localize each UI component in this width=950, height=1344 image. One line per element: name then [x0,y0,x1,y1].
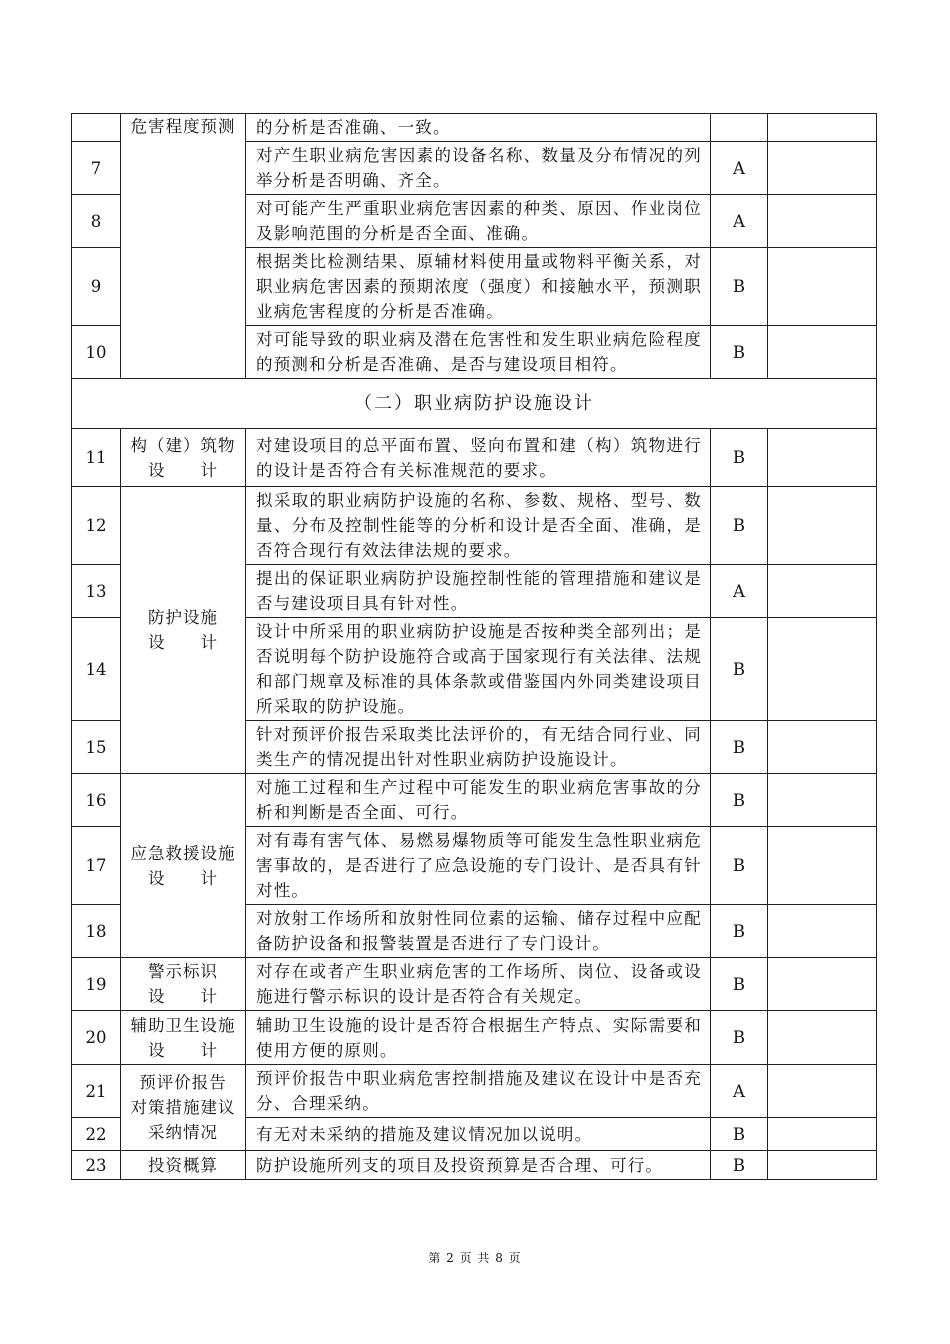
result-cell [768,1151,877,1180]
category-label: 构（建）筑物 [130,435,236,455]
category-label: 设 计 [148,868,218,888]
review-table [71,113,877,1180]
item-description: 对可能导致的职业病及潜在危害性和发生职业病危险程度的预测和分析是否准确、是否与建设项目相符。 [246,326,711,379]
result-cell [768,487,877,565]
item-description: 对可能产生严重职业病危害因素的种类、原因、作业岗位及影响范围的分析是否全面、准确。 [246,195,711,248]
row-number: 17 [72,827,121,905]
result-cell [768,142,877,195]
category-cell [121,487,246,774]
row-number: 23 [72,1151,121,1180]
table-row [72,958,877,1011]
result-cell [768,114,877,142]
category-label: 防护设施 [148,608,218,627]
item-grade: A [711,195,768,248]
row-number: 19 [72,958,121,1011]
result-cell [768,1011,877,1065]
section-row [72,379,877,429]
table-row [72,429,877,487]
table-row [72,114,877,142]
item-description: 对产生职业病危害因素的设备名称、数量及分布情况的列举分析是否明确、齐全。 [246,142,711,195]
row-number: 9 [72,248,121,326]
item-description: 辅助卫生设施的设计是否符合根据生产特点、实际需要和使用方便的原则。 [246,1011,711,1065]
row-number [72,114,121,142]
category-label: 预评价报告 [139,1073,227,1092]
category-cell [121,1011,246,1065]
result-cell [768,774,877,827]
item-description: 对放射工作场所和放射性同位素的运输、储存过程中应配备防护设备和报警装置是否进行了专门设计。 [246,905,711,958]
category-cell [121,774,246,958]
row-number: 21 [72,1065,121,1118]
result-cell [768,248,877,326]
category-cell [121,1065,246,1151]
category-label: 应急救援设施 [130,843,236,863]
item-description: 有无对未采纳的措施及建议情况加以说明。 [246,1118,711,1151]
table-row [72,1011,877,1065]
row-number: 11 [72,429,121,487]
item-description: 对有毒有害气体、易燃易爆物质等可能发生急性职业病危害事故的，是否进行了应急设施的专门设计、是否具有针对性。 [246,827,711,905]
row-number: 22 [72,1118,121,1151]
result-cell [768,1118,877,1151]
table-row [72,1065,877,1118]
item-description: 提出的保证职业病防护设施控制性能的管理措施和建议是否与建设项目具有针对性。 [246,565,711,618]
row-number: 16 [72,774,121,827]
table-row [72,774,877,827]
item-description: 针对预评价报告采取类比法评价的，有无结合同行业、同类生产的情况提出针对性职业病防护设施设计。 [246,721,711,774]
item-grade: B [711,1118,768,1151]
item-grade: B [711,618,768,721]
category-label: 采纳情况 [148,1123,218,1142]
item-grade: B [711,774,768,827]
row-number: 18 [72,905,121,958]
category-cell [121,958,246,1011]
row-number: 12 [72,487,121,565]
category-label: 投资概算 [148,1155,218,1175]
category-cell [121,114,246,379]
row-number: 13 [72,565,121,618]
item-description: 拟采取的职业病防护设施的名称、参数、规格、型号、数量、分布及控制性能等的分析和设计是否全面、准确，是否符合现行有效法律法规的要求。 [246,487,711,565]
result-cell [768,905,877,958]
result-cell [768,429,877,487]
item-description: 根据类比检测结果、原辅材料使用量或物料平衡关系，对职业病危害因素的预期浓度（强度）和接触水平，预测职业病危害程度的分析是否准确。 [246,248,711,326]
row-number: 15 [72,721,121,774]
item-description: 对存在或者产生职业病危害的工作场所、岗位、设备或设施进行警示标识的设计是否符合有关规定。 [246,958,711,1011]
result-cell [768,958,877,1011]
item-grade: B [711,958,768,1011]
category-cell [121,1151,246,1180]
row-number: 8 [72,195,121,248]
item-grade: B [711,827,768,905]
item-description: 的分析是否准确、一致。 [246,114,711,142]
item-grade: A [711,565,768,618]
item-grade: B [711,248,768,326]
item-grade: B [711,326,768,379]
item-description: 对建设项目的总平面布置、竖向布置和建（构）筑物进行的设计是否符合有关标准规范的要求。 [246,429,711,487]
category-label: 设 计 [148,987,218,1006]
row-number: 10 [72,326,121,379]
section-title: （二）职业病防护设施设计 [72,379,877,429]
item-description: 防护设施所列支的项目及投资预算是否合理、可行。 [246,1151,711,1180]
item-grade: B [711,1011,768,1065]
page-footer: 第 2 页 共 8 页 [428,1251,522,1265]
category-label: 辅助卫生设施 [130,1015,236,1035]
result-cell [768,326,877,379]
category-label: 警示标识 [148,962,218,981]
row-number: 7 [72,142,121,195]
result-cell [768,195,877,248]
category-label: 设 计 [148,1040,218,1060]
table-row [72,1151,877,1180]
item-description: 预评价报告中职业病危害控制措施及建议在设计中是否充分、合理采纳。 [246,1065,711,1118]
result-cell [768,827,877,905]
result-cell [768,618,877,721]
category-label: 对策措施建议 [130,1098,236,1117]
item-grade: B [711,429,768,487]
result-cell [768,565,877,618]
category-label: 设 计 [148,633,218,652]
row-number: 14 [72,618,121,721]
table-row [72,487,877,565]
category-label: 危害程度预测 [130,117,236,136]
result-cell [768,721,877,774]
item-description: 对施工过程和生产过程中可能发生的职业病危害事故的分析和判断是否全面、可行。 [246,774,711,827]
item-grade: B [711,1151,768,1180]
category-label: 设 计 [148,460,218,480]
category-cell [121,429,246,487]
item-grade [711,114,768,142]
item-description: 设计中所采用的职业病防护设施是否按种类全部列出；是否说明每个防护设施符合或高于国家现行有关法律、法规和部门规章及标准的具体条款或借鉴国内外同类建设项目所采取的防护设施。 [246,618,711,721]
item-grade: A [711,142,768,195]
item-grade: B [711,487,768,565]
row-number: 20 [72,1011,121,1065]
result-cell [768,1065,877,1118]
item-grade: B [711,721,768,774]
item-grade: B [711,905,768,958]
item-grade: A [711,1065,768,1118]
